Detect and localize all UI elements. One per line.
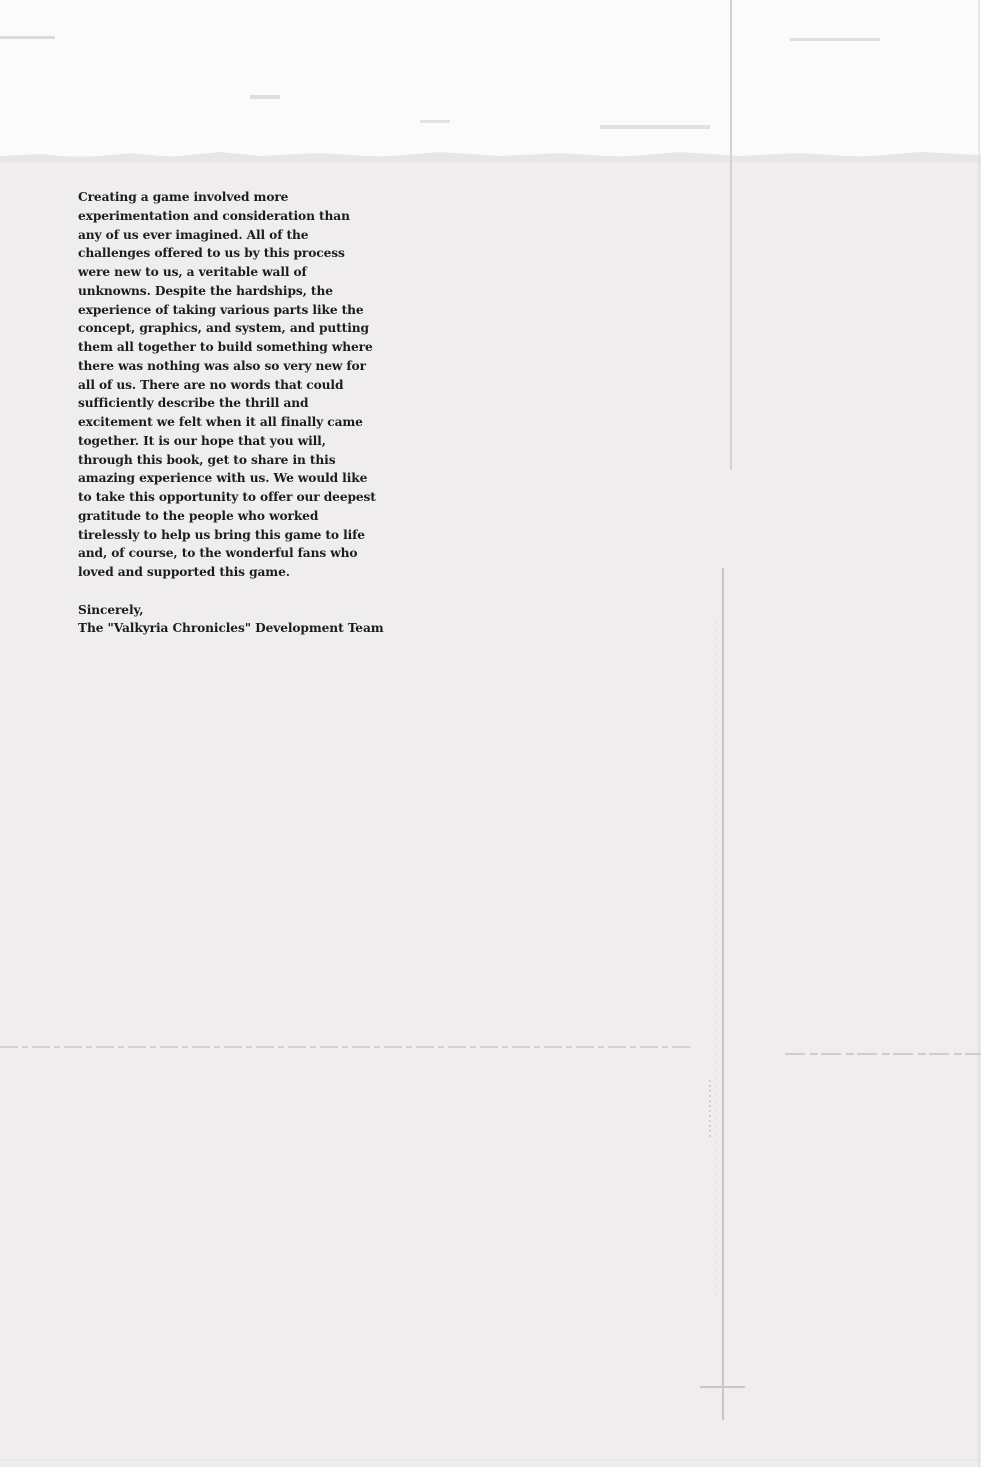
- smudge: [790, 38, 880, 41]
- torn-edge: [0, 152, 981, 162]
- letter-line: unknowns. Despite the hardships, the: [78, 283, 333, 298]
- letter-line: experimentation and consideration than: [78, 208, 350, 223]
- letter-line: and, of course, to the wonderful fans who: [78, 546, 358, 561]
- smudge: [420, 120, 450, 123]
- letter-line: sufficiently describe the thrill and: [78, 396, 309, 411]
- letter-line: were new to us, a veritable wall of: [78, 265, 307, 279]
- letter-line: experience of taking various parts like the: [78, 302, 364, 317]
- letter-line: through this book, get to share in this: [78, 452, 336, 467]
- letter-line: loved and supported this game.: [78, 565, 290, 579]
- letter-signoff: [78, 601, 398, 639]
- letter-text-block: [78, 188, 398, 638]
- letter-line: tirelessly to help us bring this game to life: [78, 527, 365, 542]
- letter-line: together. It is our hope that you will,: [78, 433, 326, 448]
- letter-line: amazing experience with us. We would like: [78, 471, 368, 486]
- letter-line: there was nothing was also so very new for: [78, 358, 366, 373]
- smudge: [0, 36, 55, 39]
- letter-line: any of us ever imagined. All of the: [78, 227, 309, 242]
- letter-line: all of us. There are no words that could: [78, 377, 344, 392]
- letter-line: to take this opportunity to offer our deepest: [78, 490, 376, 504]
- letter-line: excitement we felt when it all finally came: [78, 415, 363, 429]
- letter-line: concept, graphics, and system, and putting: [78, 321, 369, 336]
- smudge: [600, 125, 710, 129]
- letter-body: [78, 188, 398, 582]
- letter-line: them all together to build something where: [78, 340, 373, 354]
- letter-line: Creating a game involved more: [78, 190, 289, 204]
- letter-line: gratitude to the people who worked: [78, 508, 319, 523]
- signature: The "Valkyria Chronicles" Development Team: [78, 621, 384, 636]
- closing-salutation: Sincerely,: [78, 602, 144, 617]
- smudge: [250, 95, 280, 99]
- letter-line: challenges offered to us by this process: [78, 246, 345, 261]
